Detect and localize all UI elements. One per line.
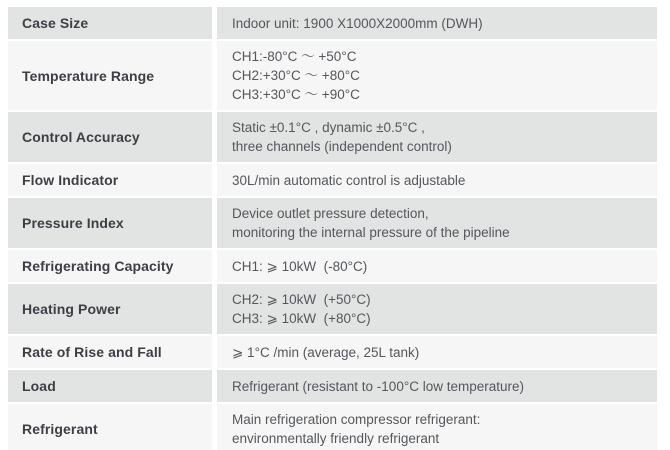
spec-value-cell [217, 112, 657, 162]
spec-label-cell: Control Accuracy [8, 112, 212, 162]
spec-label-cell: Refrigerating Capacity [8, 250, 212, 282]
spec-value-line: three channels (independent control) [232, 139, 452, 154]
spec-value-cell [217, 404, 657, 450]
spec-table [8, 7, 657, 450]
table-row [8, 41, 657, 110]
spec-label-cell: Pressure Index [8, 198, 212, 248]
spec-value-line: Device outlet pressure detection, [232, 206, 429, 221]
spec-value-line: CH3: ⩾ 10kW (+80°C) [232, 311, 371, 326]
spec-value-cell [217, 336, 657, 368]
spec-value-line: environmentally friendly refrigerant [232, 431, 440, 446]
table-row [8, 112, 657, 162]
spec-value-line: CH2: ⩾ 10kW (+50°C) [232, 292, 371, 307]
spec-value-line: monitoring the internal pressure of the pipeline [232, 225, 510, 240]
spec-value-cell [217, 284, 657, 334]
spec-value-cell [217, 41, 657, 110]
spec-value-cell [217, 250, 657, 282]
spec-value-line: Refrigerant (resistant to -100°C low temperature) [232, 378, 525, 394]
spec-value-line: Indoor unit: 1900 X1000X2000mm (DWH) [232, 15, 483, 31]
spec-label-cell: Refrigerant [8, 404, 212, 450]
table-row [8, 284, 657, 334]
spec-label-cell: Temperature Range [8, 41, 212, 110]
spec-label-cell: Rate of Rise and Fall [8, 336, 212, 368]
table-row [8, 198, 657, 248]
table-row [8, 404, 657, 450]
table-row [8, 7, 657, 39]
spec-value-line: ⩾ 1°C /min (average, 25L tank) [232, 344, 420, 360]
spec-value-cell [217, 370, 657, 402]
spec-label-cell: Heating Power [8, 284, 212, 334]
spec-value-line: CH2:+30°C ～ +80°C [232, 68, 360, 83]
spec-value-line: Static ±0.1°C , dynamic ±0.5°C , [232, 120, 425, 135]
spec-label-cell: Case Size [8, 7, 212, 39]
table-row [8, 250, 657, 282]
spec-value-line: CH1:-80°C ～ +50°C [232, 49, 357, 64]
spec-value-cell [217, 198, 657, 248]
table-row [8, 164, 657, 196]
spec-value-line: 30L/min automatic control is adjustable [232, 172, 466, 188]
spec-value-cell [217, 7, 657, 39]
spec-value-cell [217, 164, 657, 196]
table-row [8, 336, 657, 368]
spec-value-line: CH1: ⩾ 10kW (-80°C) [232, 258, 368, 274]
table-row [8, 370, 657, 402]
spec-value-line: CH3:+30°C ～ +90°C [232, 87, 360, 102]
spec-label-cell: Flow Indicator [8, 164, 212, 196]
spec-value-line: Main refrigeration compressor refrigerant: [232, 412, 481, 427]
spec-label-cell: Load [8, 370, 212, 402]
